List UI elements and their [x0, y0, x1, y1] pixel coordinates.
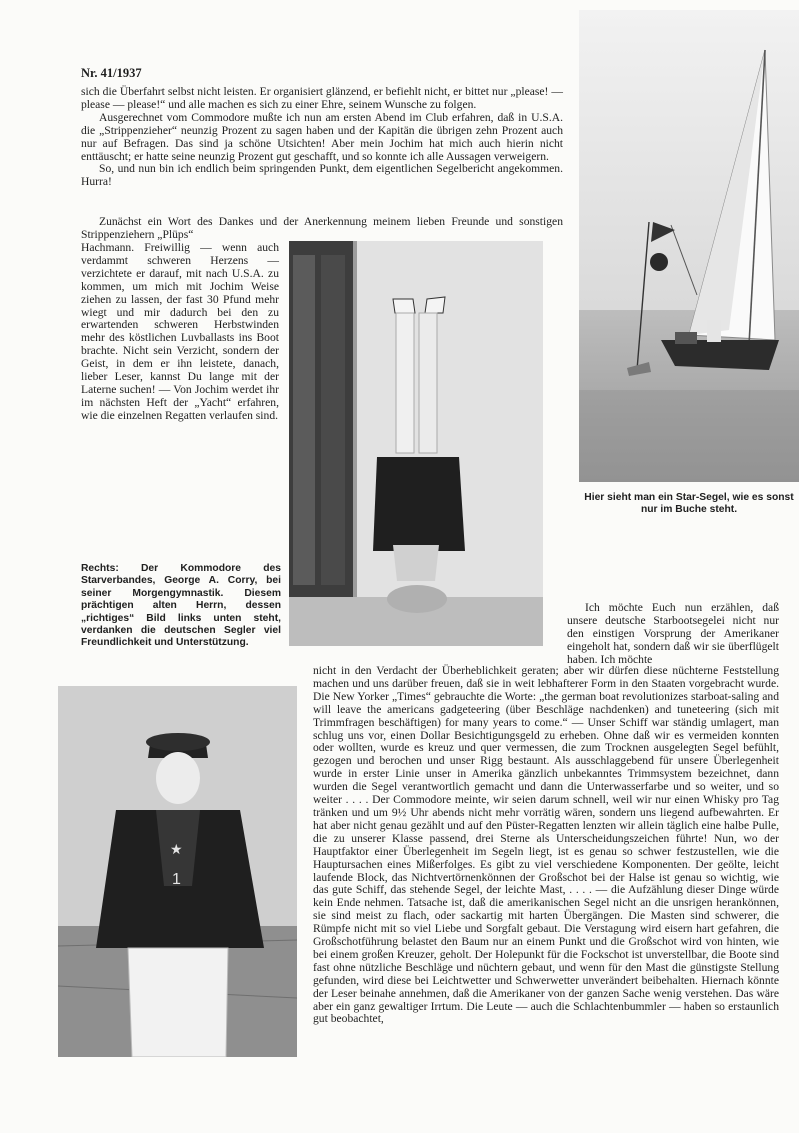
- paragraph: Ich möchte Euch nun erzählen, daß unsere deutsche Starbootsegelei nicht nur den einstigen Vorsprung der Amerikaner eingeholt hat, sondern daß wir sie überflügelt haben. Ich möchte: [567, 601, 779, 666]
- commodore-exercise-caption: Rechts: Der Kommodore des Starverbandes, George A. Corry, bei seiner Morgengymnastik. Diesem prächtigen alten Herrn, dessen „richtiges“ Bild links unten steht, verdanken die deutschen Segler viel Freundlichkeit und Unterstützung.: [81, 563, 281, 649]
- commodore-exercise-photo: [289, 241, 543, 646]
- thanks-intro: [81, 216, 563, 242]
- narration-intro: [567, 602, 779, 667]
- paragraph: nicht in den Verdacht der Überheblichkeit geraten; aber wir dürfen diese nüchterne Feststellung machen und uns darüber freuen, daß sie in weit lebhafterer Form in den Staaten vorgebracht wurde. Die New Yorker „Times“ gebrauchte die Worte: „the german boat revolutionizes starboat-saling and will leave the americans gadgeteering (über Beschläge nachdenken) and tuneteering (sich mit Trimmfragen beschäftigen) for many years to come.“ — Unser Schiff war ständig umlagert, man schlug uns vor, einen Dollar Besichtigungsgeld zu erheben. Ohne daß wir es vermeiden konnten oder wollten, wurde es kreuz und quer vermessen, die zum Trocknen ausgelegten Segel befühlt, gezogen und berochen und unser Rigg bestaunt. Als ausschlaggebend für unsere Überlegenheit wurde in erster Linie unser in Amerika gänzlich unbekanntes Trimmsystem bezeichnet, dann wurden die Segel verantwortlich gemacht und dann die Unterwasserfarbe und so weiter, und so weiter . . . . Der Commodore meinte, wir seien darum schnell, weil wir nur einen Whisky pro Tag tränken und um 9½ Uhr abends nicht mehr vorrätig wären, sondern uns liegend aufbewahrten. Er hat aber nicht genau gezählt und auf den Püster-Regatten lenzten wir allein täglich eine halbe Pulle, die zu unserer Klasse passend, drei Sterne als Unterscheidungszeichen führte! Nun, wo der Hauptfaktor einer Überlegenheit im Segeln liegt, ist es genau so schwer festzustellen, wie die Hauptursachen eines Mißerfolges. Es gibt zu viel verschiedene Komponenten. Der geölte, leicht laufende Block, das Nichtvertörnenkönnen der Großschot bei der Halse ist genau so wichtig, wie das gute Schiff, das stehende Segel, der leichte Mast, . . . . — die Aufzählung dieser Dinge würde kein Ende nehmen. Tatsache ist, daß die amerikanischen Segel nicht an die unsrigen herankönnen, sie sind meist zu flach, oder sackartig mit harten Übergängen. Die Masten sind schwerer, die Rümpfe nicht mit so viel Liebe und Sorgfalt gebaut. Die Verstagung wird eisern hart gefahren, die Großschotführung belastet den Baum nur an einem Punkt und die Großschot wird von hinten, wie bei einem großen Kreuzer, geholt. Der Holepunkt für die Fockschot ist unverstellbar, die Boote sind fast ohne nützliche Beschläge und nüchtern gebaut, und wenn für den Mast die günstigste Stellung gefunden, wird diese bei Leichtwetter und Schwerwetter unverändert beibehalten. Hiernach könnte der Leser beinahe annehmen, daß die Amerikaner von der ganzen Sache wenig verstehen. Das wäre aber ein ganz gewaltiger Irrtum. Die Leute — auch die Schlachtenbummler — haben so erstaunlich gut beobachtet,: [313, 664, 779, 1026]
- thanks-column: [81, 242, 279, 423]
- paragraph: sich die Überfahrt selbst nicht leisten. Er organisiert glänzend, er befiehlt nicht, er bittet nur „please! — please — please!“ und alle machen es sich zu einer Ehre, seinem Wunsche zu folgen.: [81, 85, 563, 111]
- issue-number: Nr. 41/1937: [81, 66, 142, 80]
- star-boat-caption: Hier sieht man ein Star-Segel, wie es sonst nur im Buche steht.: [584, 492, 794, 516]
- commodore-portrait-photo: [58, 686, 297, 1057]
- intro-text-block: [81, 86, 563, 189]
- paragraph: Zunächst ein Wort des Dankes und der Anerkennung meinem lieben Freunde und sonstigen Strippenziehern „Plüps“: [81, 215, 563, 241]
- main-article-text: [313, 665, 779, 1026]
- paragraph: Ausgerechnet vom Commodore mußte ich nun am ersten Abend im Club erfahren, daß in U.S.A. die „Strippenzieher“ neunzig Prozent zu sagen haben und der Kapitän die übrigen zehn Prozent auch nur auf Befragen. Das sind ja schöne Utsichten! Aber mein Jochim hat mich auch hierin nicht enttäuscht; er hatte seine neunzig Prozent gut geschafft, und so konnte ich alle Aussagen verweigern.: [81, 110, 563, 163]
- svg-text:1: 1: [172, 871, 181, 888]
- paragraph: So, und nun bin ich endlich beim springenden Punkt, dem eigentlichen Segelbericht angekommen. Hurra!: [81, 162, 563, 189]
- paragraph: Hachmann. Freiwillig — wenn auch verdammt schweren Herzens — verzichtete er darauf, mit nach U.S.A. zu kommen, um mich mit Jochim Weise ziehen zu lassen, der fast 30 Pfund mehr wiegt und mir dadurch bei den zu erwartenden schweren Herbstwinden mehr des köstlichen Luvballasts ins Boot brachte. Nicht sein Verzicht, sondern der Geist, in dem er ihn leistete, danach, lieber Leser, kannst Du lange mit der Laterne suchen! — Von Jochim werdet ihr im nächsten Heft der „Yacht“ erfahren, wie die einzelnen Regatten verlaufen sind.: [81, 241, 279, 422]
- svg-text:★: ★: [170, 841, 183, 857]
- star-boat-photo: [579, 10, 799, 482]
